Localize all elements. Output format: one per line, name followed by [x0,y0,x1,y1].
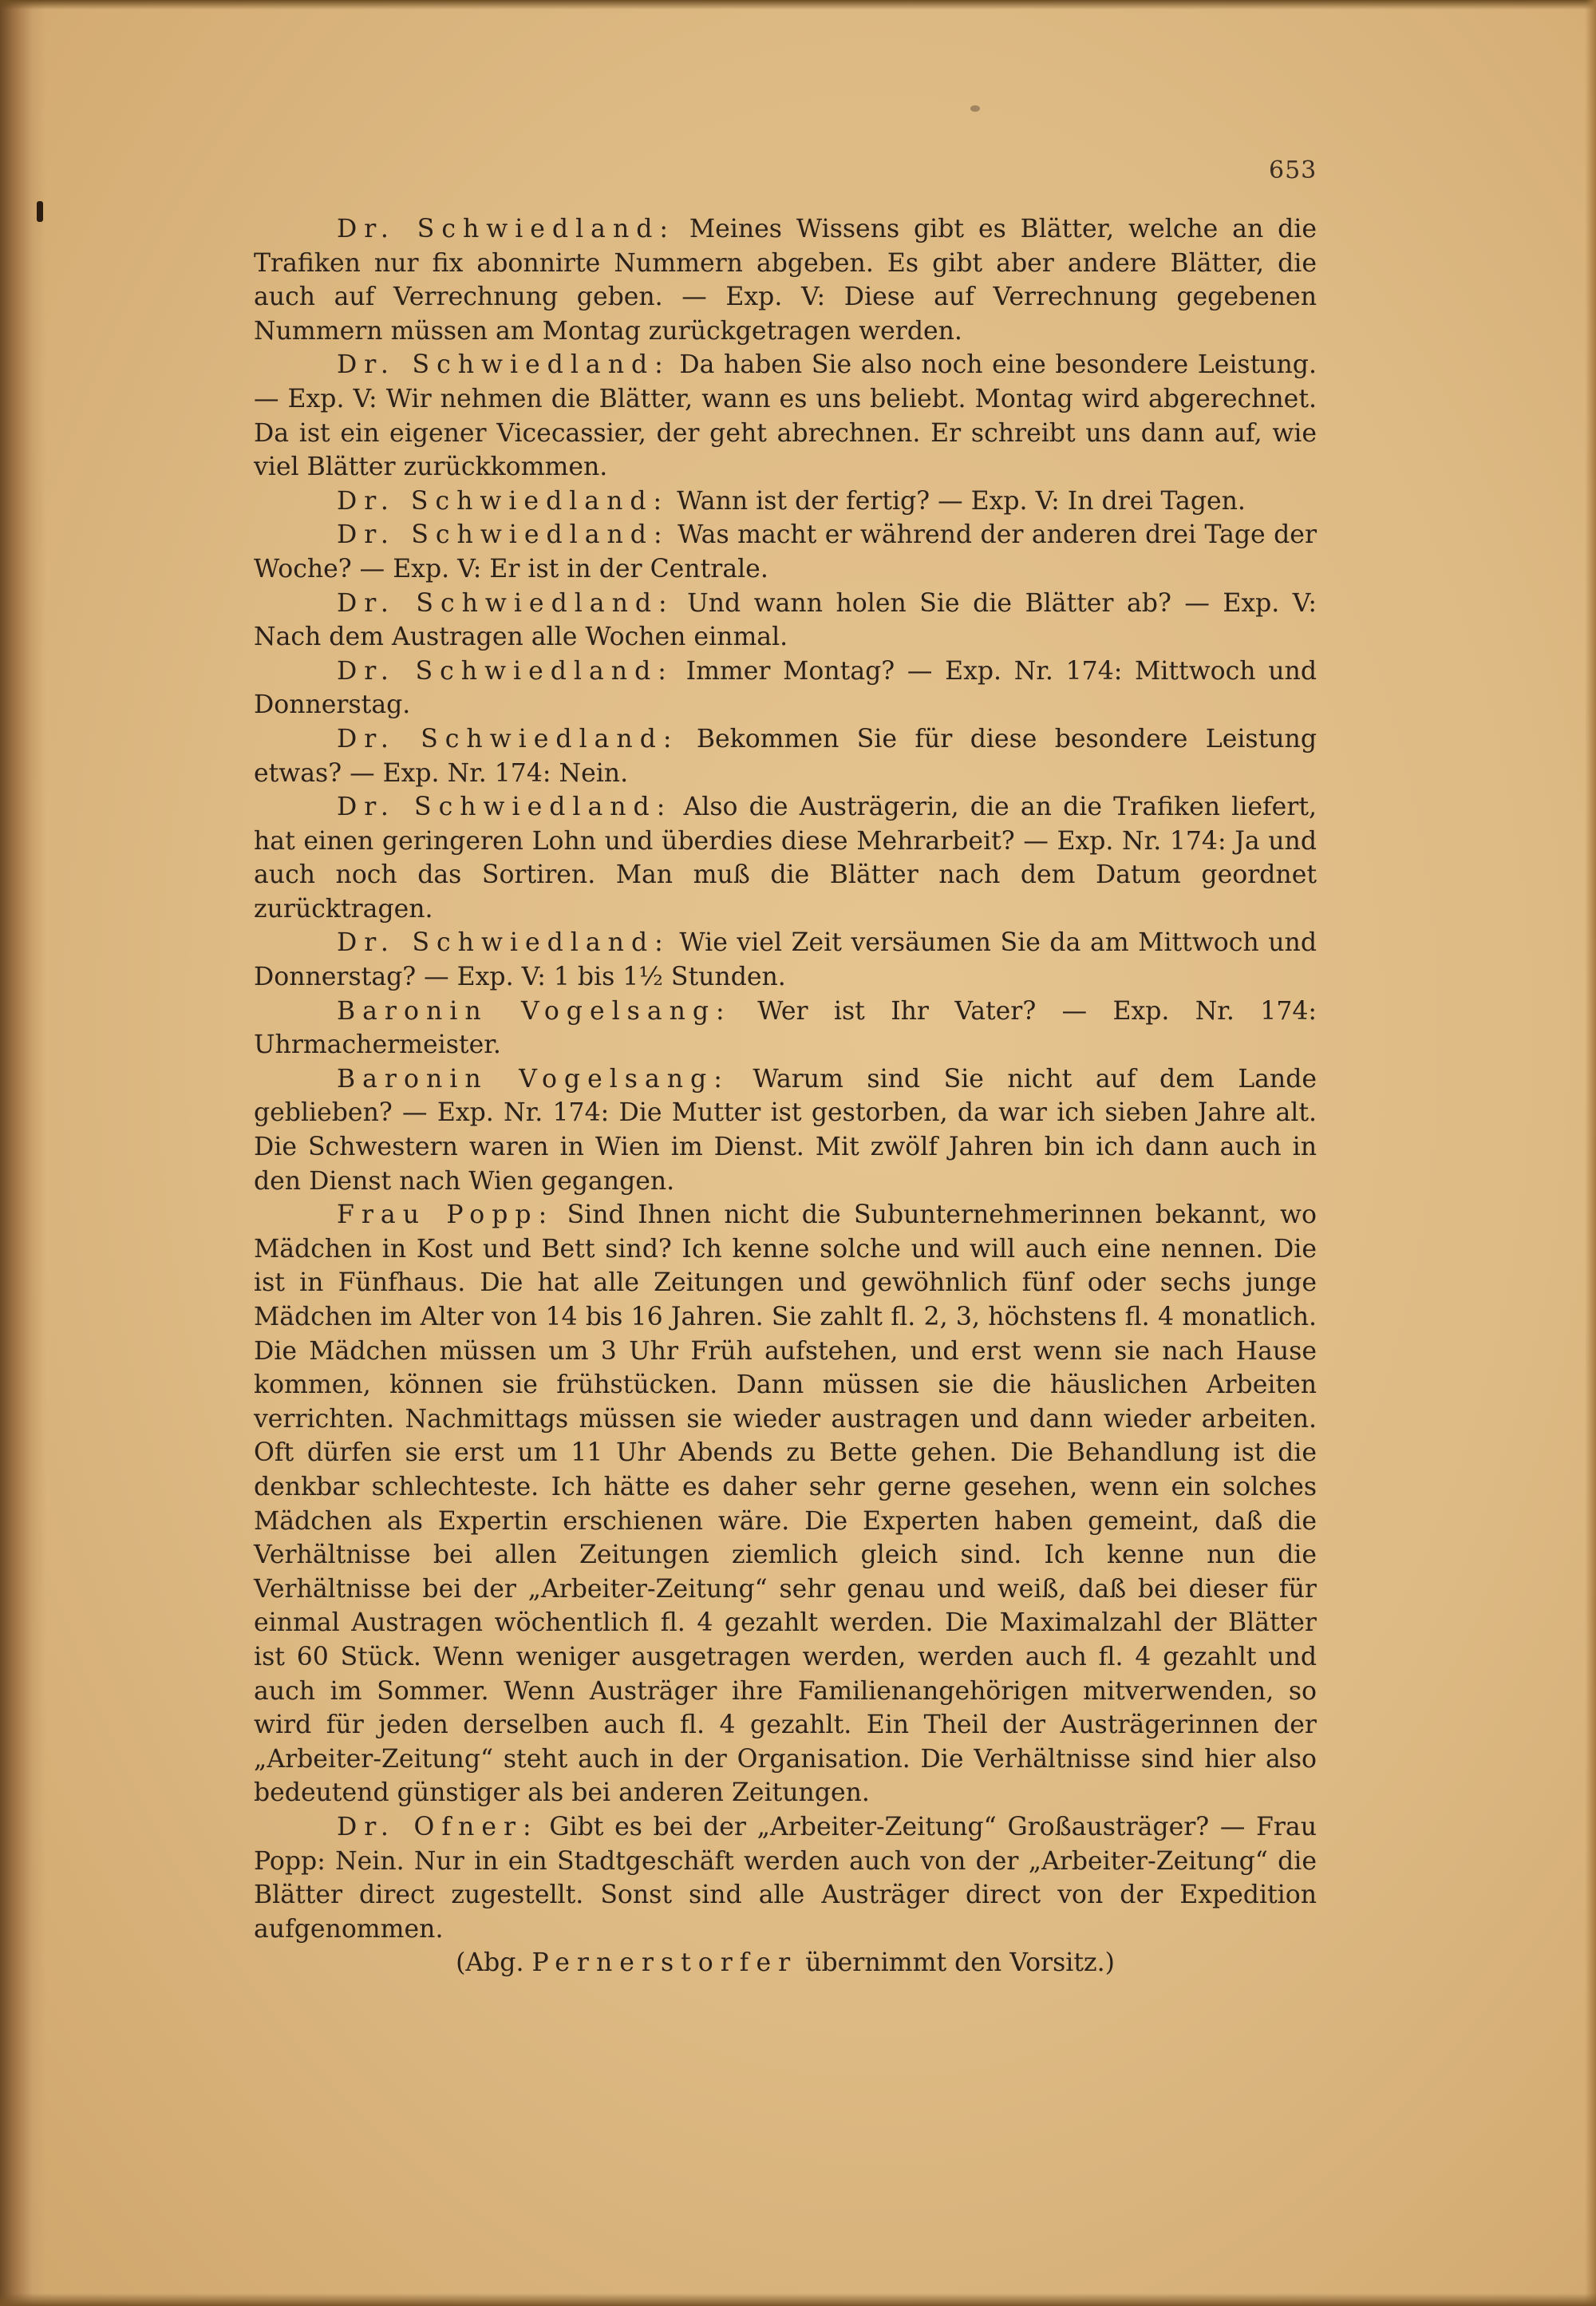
paragraph-text: Wer ist Ihr Vater? — Exp. Nr. 174: Uhrmachermeister. [254,996,1317,1060]
transcript-paragraph [254,722,1317,790]
speaker-name: Baronin Vogelsang: [337,1064,729,1094]
paragraph-text: Warum sind Sie nicht auf dem Lande geblieben? — Exp. Nr. 174: Die Mutter ist gestorben, da war ich sieben Jahre alt. Die Schwestern waren in Wien im Dienst. Mit zwölf Jahren bin ich dann auch in den Dienst nach Wien gegangen. [254,1064,1317,1196]
transcript-paragraph [254,1198,1317,1810]
transcript-paragraph [254,348,1317,484]
speaker-name: Dr. Schwiedland: [337,588,674,618]
transcript-paragraph [254,926,1317,994]
paragraph-text: Wann ist der fertig? — Exp. V: In drei Tagen. [677,486,1246,516]
transcript-body [254,212,1317,1980]
paragraph-text: Gibt es bei der „Arbeiter-Zeitung“ Großausträger? — Frau Popp: Nein. Nur in ein Stadtgeschäft werden auch von der „Arbeiter-Zeitung“ die Blätter direct zugestellt. Sonst sind alle Austräger direct von der Expedition aufgenommen. [254,1812,1317,1944]
speaker-name: Dr. Ofner: [337,1812,539,1841]
paper-speck [970,105,980,112]
closing-note-close: übernimmt den Vorsitz.) [805,1948,1115,1978]
transcript-paragraph [254,995,1317,1062]
paragraph-text: Also die Austrägerin, die an die Trafiken liefert, hat einen geringeren Lohn und überdies diese Mehrarbeit? — Exp. Nr. 174: Ja und auch noch das Sortiren. Man muß die Blätter nach dem Datum geordnet zurücktragen. [254,793,1317,924]
transcript-paragraph [254,790,1317,926]
speaker-name: Dr. Schwiedland: [337,793,673,822]
paragraph-text: Meines Wissens gibt es Blätter, welche an die Trafiken nur fix abonnirte Nummern abgeben. Es gibt aber andere Blätter, die auch auf Verrechnung geben. — Exp. V: Diese auf Verrechnung gegebenen Nummern müssen am Montag zurückgetragen werden. [254,215,1317,346]
closing-note [254,1946,1317,1980]
paragraph-text: Immer Montag? — Exp. Nr. 174: Mittwoch und Donnerstag. [254,656,1317,720]
page-right-edge [1585,0,1596,2306]
transcript-paragraph [254,518,1317,586]
page-top-edge [0,0,1596,10]
transcript-paragraph [254,212,1317,348]
paragraph-text: Wie viel Zeit versäumen Sie da am Mittwoch und Donnerstag? — Exp. V: 1 bis 1½ Stunden. [254,928,1317,992]
speaker-name: Dr. Schwiedland: [337,928,670,958]
speaker-name: Dr. Schwiedland: [337,486,670,516]
speaker-name: Baronin Vogelsang: [337,996,732,1026]
transcript-paragraph [254,1810,1317,1946]
transcript-paragraph [254,587,1317,655]
speaker-name: Dr. Schwiedland: [337,656,674,686]
paragraph-text: Und wann holen Sie die Blätter ab? — Exp. V: Nach dem Austragen alle Wochen einmal. [254,588,1317,652]
speaker-name: Frau Popp: [337,1200,555,1230]
transcript-paragraph [254,1062,1317,1198]
speaker-name: Dr. Schwiedland: [337,215,676,243]
paragraph-text: Sind Ihnen nicht die Subunternehmerinnen bekannt, wo Mädchen in Kost und Bett sind? Ich kenne solche und will auch eine nennen. Die ist in Fünfhaus. Die hat alle Zeitungen und gewöhnlich fünf oder sechs junge Mädchen im Alter von 14 bis 16 Jahren. Sie zahlt fl. 2, 3, höchstens fl. 4 monatlich. Die Mädchen müssen um 3 Uhr Früh aufstehen, und erst wenn sie nach Hause kommen, können sie frühstücken. Dann müssen sie die häuslichen Arbeiten verrichten. Nachmittags müssen sie wieder austragen und dann wieder arbeiten. Oft dürfen sie erst um 11 Uhr Abends zu Bette gehen. Die Behandlung ist die denkbar schlechteste. Ich hätte es daher sehr gerne gesehen, wenn ein solches Mädchen als Expertin erschienen wäre. Die Experten haben gemeint, daß die Verhältnisse bei allen Zeitungen ziemlich gleich sind. Ich kenne nun die Verhältnisse bei der „Arbeiter-Zeitung“ sehr genau und weiß, daß bei dieser für einmal Austragen wöchentlich fl. 4 gezahlt werden. Die Maximalzahl der Blätter ist 60 Stück. Wenn weniger ausgetragen werden, werden auch fl. 4 gezahlt und auch im Sommer. Wenn Austräger ihre Familienangehörigen mitverwenden, so wird für jeden derselben auch fl. 4 gezahlt. Ein Theil der Austrägerinnen der „Arbeiter-Zeitung“ steht auch in der Organisation. Die Verhältnisse sind hier also bedeutend günstiger als bei anderen Zeitungen. [254,1200,1317,1808]
speaker-name: Dr. Schwiedland: [337,350,670,380]
paragraph-text: Was macht er während der anderen drei Tage der Woche? — Exp. V: Er ist in der Centrale. [254,520,1317,583]
speaker-name: Dr. Schwiedland: [337,724,679,754]
closing-note-open: (Abg. [456,1948,524,1978]
page-bottom-edge [0,2293,1596,2306]
paragraph-text: Da haben Sie also noch eine besondere Leistung. — Exp. V: Wir nehmen die Blätter, wann es uns beliebt. Montag wird abgerechnet. Da ist ein eigener Vicecassier, der geht abrechnen. Er schreibt uns dann auf, wie viel Blätter zurückkommen. [254,350,1317,482]
transcript-paragraph [254,485,1317,519]
paragraph-text: Bekommen Sie für diese besondere Leistung etwas? — Exp. Nr. 174: Nein. [254,724,1317,788]
chair-name: Pernerstorfer [531,1948,798,1978]
binding-mark [37,201,43,222]
transcript-paragraph [254,655,1317,722]
page-number: 653 [1269,156,1317,184]
speaker-name: Dr. Schwiedland: [337,520,670,550]
page-binding-shadow [0,0,46,2306]
